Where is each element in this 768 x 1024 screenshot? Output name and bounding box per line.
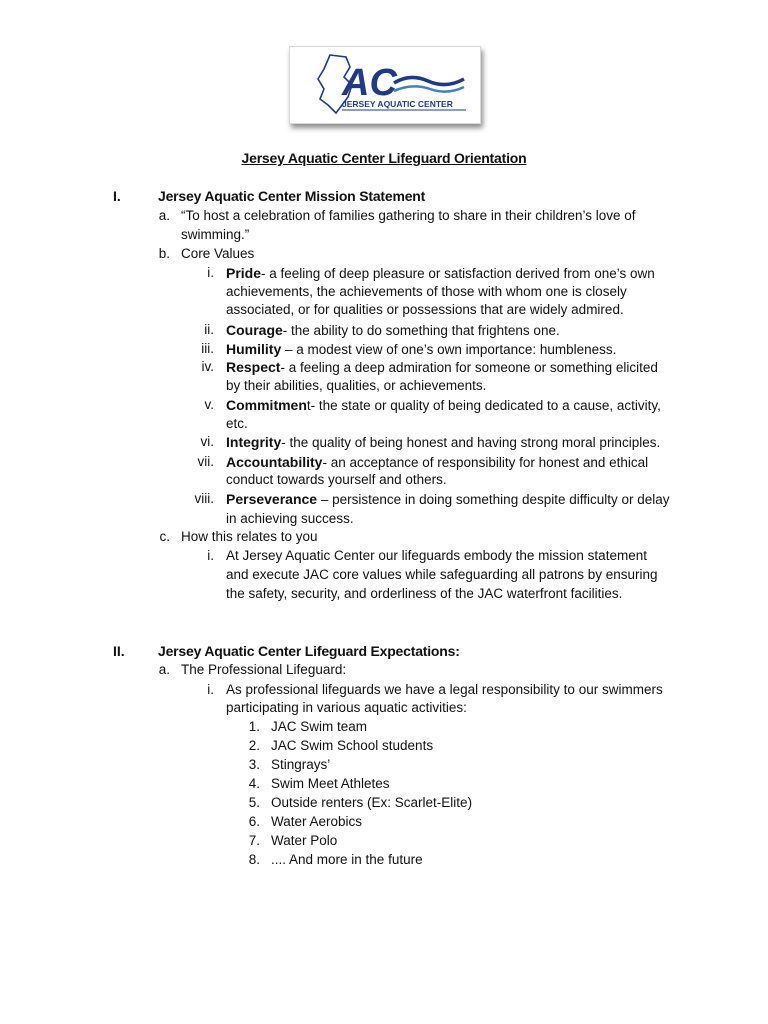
value-continuation: etc. (226, 416, 248, 431)
value-marker: vi. (200, 434, 214, 449)
value-definition: - the ability to do something that frightens one. (282, 323, 560, 338)
wave-icon (394, 86, 464, 91)
value-humility (226, 340, 616, 359)
value-marker: vii. (197, 454, 214, 469)
value-commitment (226, 396, 661, 415)
responsibility-line: participating in various aquatic activities: (226, 700, 467, 715)
list-item: Water Aerobics (271, 814, 363, 829)
value-term: Integrity (226, 434, 282, 450)
logo-mark: AC (342, 62, 397, 104)
list-marker: 4. (248, 776, 260, 791)
relates-line: and execute JAC core values while safeguarding all patrons by ensuring (226, 567, 658, 582)
value-respect (226, 358, 658, 377)
list-marker: 5. (248, 795, 260, 810)
section-2-number: II. (113, 643, 125, 659)
document-title: Jersey Aquatic Center Lifeguard Orientation (241, 150, 527, 166)
list-item: Water Polo (271, 833, 338, 848)
list-marker: 7. (248, 833, 260, 848)
value-definition: – a modest view of one’s own importance: humbleness. (281, 342, 617, 357)
section-2-heading: Jersey Aquatic Center Lifeguard Expectations: (158, 643, 460, 659)
list-item: .... And more in the future (271, 852, 423, 867)
professional-lifeguard-label: The Professional Lifeguard: (181, 662, 347, 677)
list-marker: 3. (248, 757, 260, 772)
relates-line: At Jersey Aquatic Center our lifeguards embody the mission statement (226, 548, 647, 563)
value-term: Pride (226, 265, 262, 281)
value-term: Courage (226, 322, 283, 338)
relates-label: How this relates to you (181, 529, 318, 544)
value-definition: - a feeling a deep admiration for someone or something elicited (280, 360, 658, 375)
jersey-aquatic-center-logo (290, 47, 480, 123)
value-marker: viii. (194, 491, 214, 506)
core-values-label: Core Values (181, 246, 255, 261)
value-term: Commitmen (226, 397, 307, 413)
value-term: Humility (226, 341, 282, 357)
item-c-marker: c. (159, 529, 170, 544)
value-continuation: associated, or for qualities or possessions that are widely admired. (226, 302, 624, 317)
wave-icon (394, 77, 464, 84)
value-accountability (226, 453, 648, 472)
item-a-marker: a. (158, 662, 170, 677)
value-term: Accountability (226, 454, 323, 470)
value-continuation: conduct towards yourself and others. (226, 472, 447, 487)
mission-statement-line: “To host a celebration of families gathering to share in their children’s love of (181, 208, 636, 223)
value-marker: iii. (201, 341, 214, 356)
list-item: JAC Swim School students (271, 738, 434, 753)
list-item: JAC Swim team (271, 719, 368, 734)
value-continuation: by their abilities, qualities, or achievements. (226, 378, 487, 393)
item-a-marker: a. (158, 208, 170, 223)
value-pride (226, 264, 655, 283)
relates-marker: i. (207, 548, 214, 563)
responsibility-line: As professional lifeguards we have a legal responsibility to our swimmers (226, 682, 663, 697)
list-item: Stingrays’ (271, 757, 331, 772)
list-item: Outside renters (Ex: Scarlet-Elite) (271, 795, 473, 810)
list-marker: 2. (248, 738, 260, 753)
list-marker: 6. (248, 814, 260, 829)
logo (289, 46, 481, 124)
list-item: Swim Meet Athletes (271, 776, 390, 791)
value-term: Respect (226, 359, 281, 375)
value-integrity (226, 433, 660, 452)
logo-name: JERSEY AQUATIC CENTER (342, 99, 453, 109)
value-continuation: achievements, the achievements of those with whom one is closely (226, 284, 627, 299)
value-marker: i. (207, 265, 214, 280)
list-marker: 1. (248, 719, 260, 734)
mission-statement-line: swimming.” (181, 227, 250, 242)
value-definition: – persistence in doing something despite difficulty or delay (317, 492, 670, 507)
section-1-heading: Jersey Aquatic Center Mission Statement (158, 188, 426, 204)
value-definition: - a feeling of deep pleasure or satisfaction derived from one’s own (261, 266, 655, 281)
value-definition: - the quality of being honest and having strong moral principles. (281, 435, 661, 450)
value-definition: t- the state or quality of being dedicated to a cause, activity, (306, 398, 661, 413)
responsibility-marker: i. (207, 682, 214, 697)
value-continuation: in achieving success. (226, 511, 354, 526)
value-courage (226, 321, 560, 340)
relates-line: the safety, security, and orderliness of the JAC waterfront facilities. (226, 586, 623, 601)
value-perseverance (226, 490, 670, 509)
section-1-number: I. (113, 188, 121, 204)
value-term: Perseverance (226, 491, 318, 507)
list-marker: 8. (248, 852, 260, 867)
value-marker: ii. (204, 322, 214, 337)
value-definition: - an acceptance of responsibility for honest and ethical (322, 455, 649, 470)
value-marker: v. (204, 397, 214, 412)
value-marker: iv. (201, 359, 214, 374)
item-b-marker: b. (158, 246, 170, 261)
